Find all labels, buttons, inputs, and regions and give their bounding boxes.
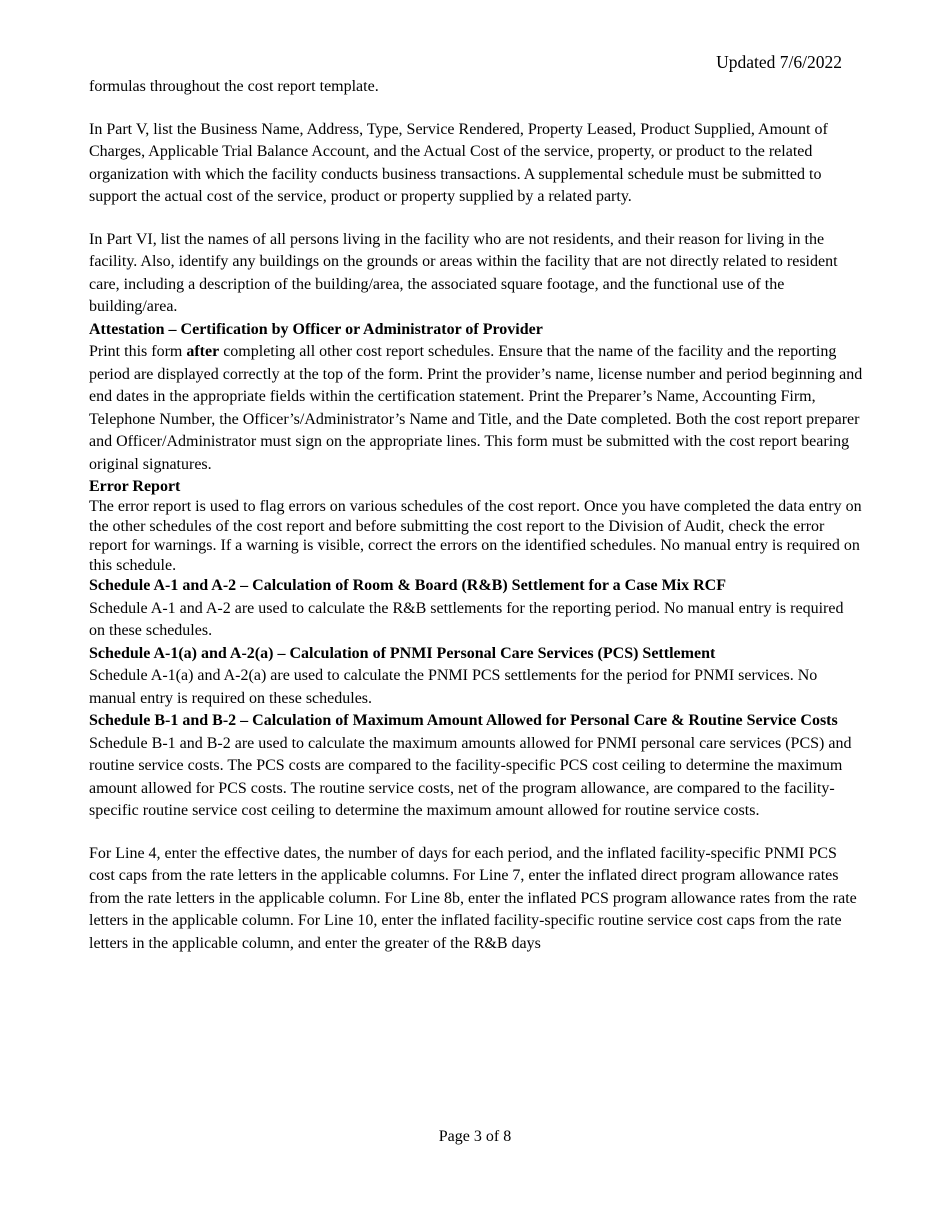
paragraph-intro-continuation: formulas throughout the cost report template. bbox=[89, 78, 379, 95]
error-report-heading: Error Report bbox=[89, 478, 181, 495]
updated-date: Updated 7/6/2022 bbox=[716, 52, 842, 72]
attestation-text bbox=[89, 341, 863, 476]
schedule-a-text: Schedule A-1 and A-2 are used to calculate the R&B settlements for the reporting period. No manual entry is required on these schedules. bbox=[89, 599, 844, 639]
schedule-b-text: Schedule B-1 and B-2 are used to calculate the maximum amounts allowed for PNMI personal care services (PCS) and routine service costs. The PCS costs are compared to the facility-specific PCS cost ceiling to determine the maximum amount allowed for PCS costs. The routine service costs, net of the program allowance, are compared to the facility-specific routine service cost ceiling to determine the maximum amount allowed for routine service costs. bbox=[89, 734, 852, 819]
schedule-a-a-heading: Schedule A-1(a) and A-2(a) – Calculation of PNMI Personal Care Services (PCS) Settlement bbox=[89, 644, 716, 662]
paragraph-part-v: In Part V, list the Business Name, Address, Type, Service Rendered, Property Leased, Product Supplied, Amount of Charges, Applicable Trial Balance Account, and the Actual Cost of the service, property, or product to the related organization with which the facility conducts business transactions. A supplemental schedule must be submitted to support the actual cost of the service, product or property supplied by a related party. bbox=[89, 120, 828, 205]
error-report-text: The error report is used to flag errors on various schedules of the cost report. Once you have completed the data entry on the other schedules of the cost report and before submitting the cost report to the Division of Audit, check the error report for warnings. If a warning is visible, correct the errors on the identified schedules. No manual entry is required on this schedule. bbox=[89, 498, 862, 574]
attestation-heading: Attestation – Certification by Officer or Administrator of Provider bbox=[89, 320, 543, 338]
paragraph-part-vi: In Part VI, list the names of all persons living in the facility who are not residents, and their reason for living in the facility. Also, identify any buildings on the grounds or areas within the facility that are not directly related to resident care, including a description of the building/area, the associated square footage, and the functional use of the building/area. bbox=[89, 230, 838, 315]
attestation-text-rest: completing all other cost report schedules. Ensure that the name of the facility and the reporting period are displayed correctly at the top of the form. Print the provider’s name, license number and period beginning and end dates in the appropriate fields within the certification statement. Print the Preparer’s Name, Accounting Firm, Telephone Number, the Officer’s/Administrator’s Name and Title, and the Date completed. Both the cost report preparer and Officer/Administrator must sign on the appropriate lines. This form must be submitted with the cost report bearing original signatures. bbox=[89, 343, 863, 473]
attestation-text-emphasis: after bbox=[186, 343, 220, 360]
schedule-b-line-instructions: For Line 4, enter the effective dates, the number of days for each period, and the inflated facility-specific PNMI PCS cost caps from the rate letters in the applicable columns. For Line 7, enter the inflated direct program allowance rates from the rate letters in the applicable column. For Line 8b, enter the inflated PCS program allowance rates from the rate letters in the applicable column. For Line 10, enter the inflated facility-specific routine service cost caps from the rate letters in the applicable column, and enter the greater of the R&B days bbox=[89, 844, 857, 952]
page-number: Page 3 of 8 bbox=[438, 1128, 512, 1145]
document-body bbox=[89, 76, 863, 955]
attestation-text-start: Print this form bbox=[89, 343, 187, 360]
schedule-a-a-text: Schedule A-1(a) and A-2(a) are used to calculate the PNMI PCS settlements for the period for PNMI services. No manual entry is required on these schedules. bbox=[89, 667, 818, 707]
schedule-a-heading: Schedule A-1 and A-2 – Calculation of Room & Board (R&B) Settlement for a Case Mix RCF bbox=[89, 577, 726, 594]
schedule-b-heading: Schedule B-1 and B-2 – Calculation of Maximum Amount Allowed for Personal Care & Routine Service Costs bbox=[89, 712, 838, 729]
